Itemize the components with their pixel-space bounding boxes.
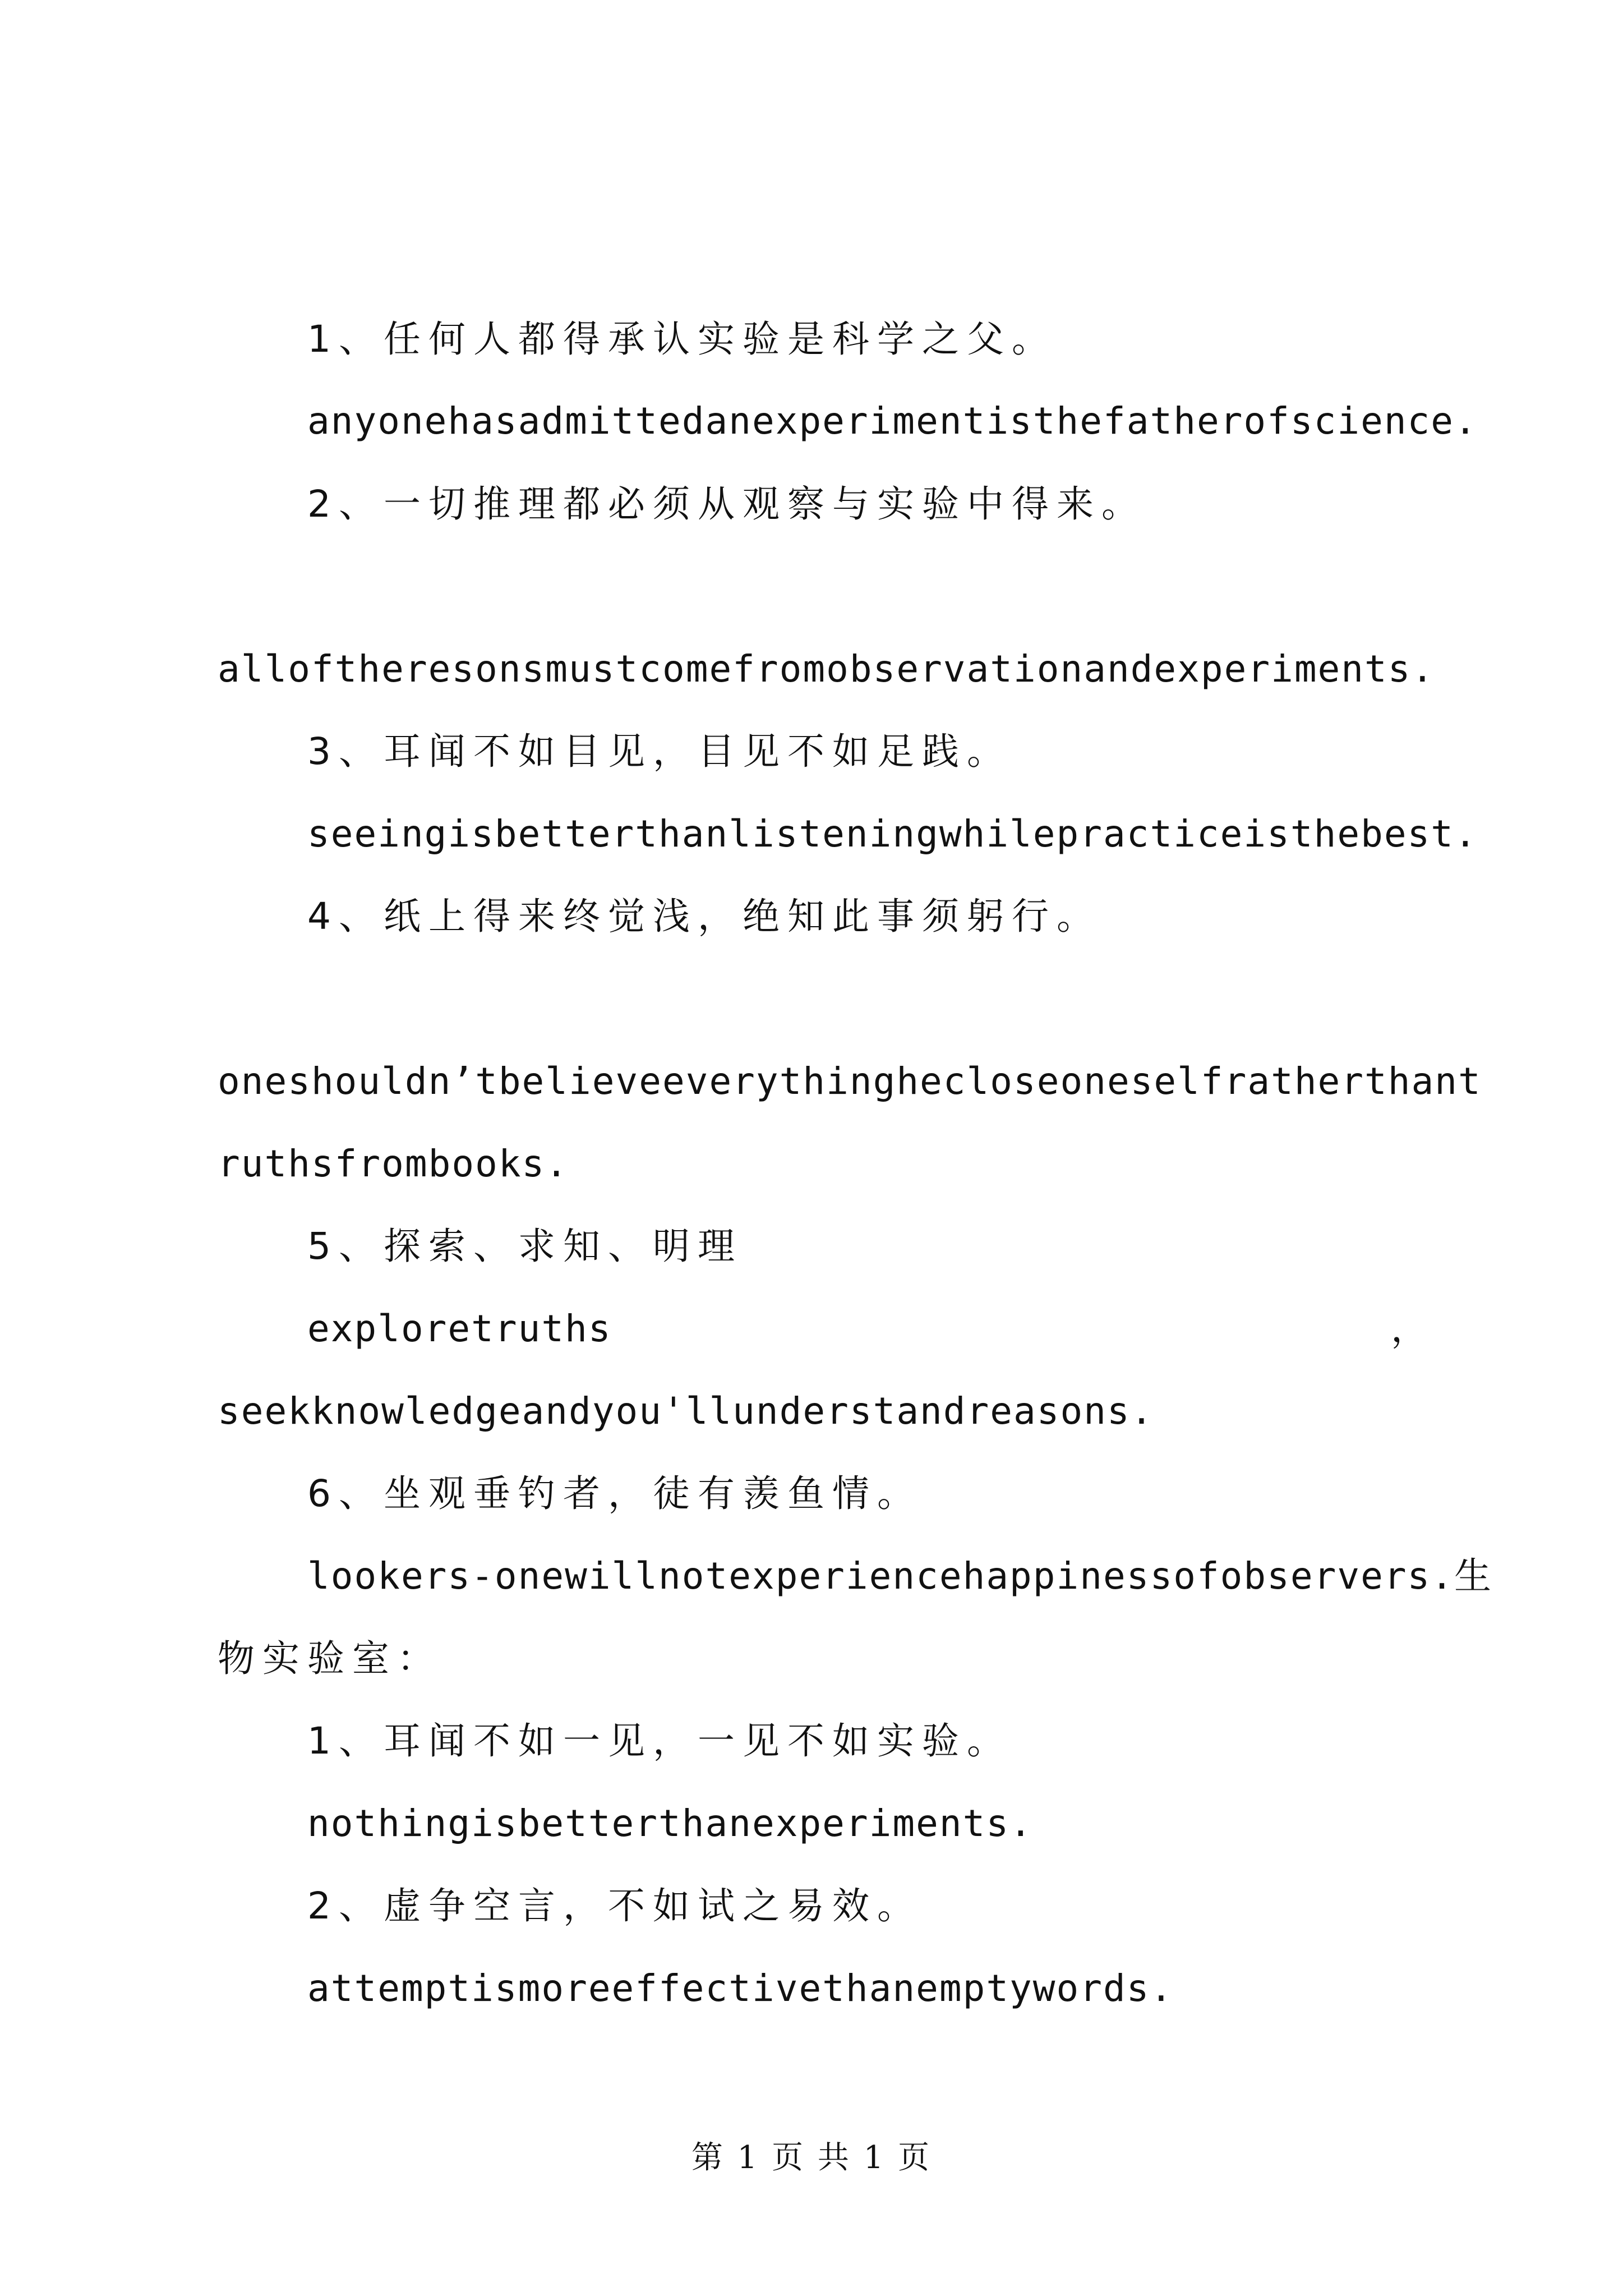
page-footer: 第 1 页 共 1 页 [691, 2139, 932, 2176]
text-line: 3、耳闻不如目见，目见不如足践。 [307, 730, 1012, 773]
text-line: ruthsfrombooks. [218, 1142, 569, 1185]
text-line: lookers-onewillnotexperiencehappinessofobservers.生 [307, 1554, 1493, 1598]
text-line: attemptismoreeffectivethanemptywords. [307, 1967, 1174, 2010]
text-line: 1、耳闻不如一见，一见不如实验。 [307, 1719, 1012, 1763]
text-line: 6、坐观垂钓者，徒有羡鱼情。 [307, 1472, 922, 1515]
text-line: exploretruths [307, 1307, 612, 1350]
text-line: 1、任何人都得承认实验是科学之父。 [307, 318, 1057, 361]
text-line: 4、纸上得来终觉浅，绝知此事须躬行。 [307, 895, 1101, 938]
text-line: 物实验室： [218, 1637, 442, 1680]
text-line: 5、探索、求知、明理 [307, 1225, 743, 1268]
text-line: 2、一切推理都必须从观察与实验中得来。 [307, 482, 1146, 526]
text-line: 2、虚争空言，不如试之易效。 [307, 1884, 922, 1927]
text-line: anyonehasadmittedanexperimentisthefatherofscience. [307, 399, 1478, 443]
text-line: oneshouldn’tbelieveeverythinghecloseoneselfratherthant [218, 1060, 1482, 1103]
text-line: ， [1391, 1307, 1436, 1350]
text-line: seeingisbetterthanlisteningwhilepracticeisthebest. [307, 812, 1478, 855]
text-line: alloftheresonsmustcomefromobservationandexperiments. [218, 647, 1435, 691]
text-line: nothingisbetterthanexperiments. [307, 1802, 1033, 1845]
text-line: seekknowledgeandyou'llunderstandreasons. [218, 1389, 1154, 1433]
